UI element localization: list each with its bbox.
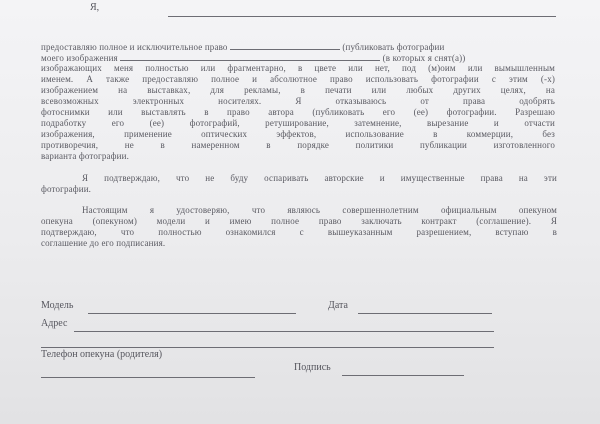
guardian-phone-label: Телефон опекуна (родителя) <box>41 349 163 360</box>
image-text: моего изображения <box>41 53 118 63</box>
intro-letter: Я, <box>90 2 100 13</box>
paragraph-1-line: варианта фотографии. <box>41 151 129 161</box>
paragraph-1-line: фотоснимки или выставлять в право автора (публиковать его (ее) фотографии. Разрешаю <box>41 107 555 117</box>
paragraph-1-line: изображающих меня полностью или фрагментарно, в цвете или нет, под (м)оим или вымышленным <box>41 63 555 73</box>
paragraph-1-line: изображением на выставках, для рекламы, в печати или любых других целях, на <box>41 85 555 95</box>
paragraph-2-line: Я подтверждаю, что не буду оспаривать авторские и имущественные права на эти <box>82 173 557 183</box>
address-label: Адрес <box>41 318 68 329</box>
paragraph-3-line: Настоящим я удостоверяю, что являюсь совершеннолетним официальным опекуном <box>82 205 557 215</box>
date-label: Дата <box>328 300 348 311</box>
paragraph-1-line: противоречия, не в намеренном в порядке политики публикации изготовленного <box>41 140 555 150</box>
paragraph-1-line: всевозможных электронных носителях. Я отказываюсь от права одобрять <box>41 96 555 106</box>
signature-label: Подпись <box>294 362 331 373</box>
paragraph-3-line: соглашение до его подписания. <box>41 238 166 248</box>
subject-blank <box>120 52 380 61</box>
guardian-phone-field[interactable] <box>41 366 255 378</box>
paragraph-1-line: именем. А также предоставляю полное и абсолютное право использовать фотографии с этим (-х) <box>41 74 555 84</box>
name-blank-line <box>168 16 556 17</box>
photographed-text: (в которых я снят(а)) <box>382 53 466 63</box>
address-field-second-line[interactable] <box>41 336 494 348</box>
model-field[interactable] <box>88 302 296 314</box>
signature-field[interactable] <box>342 364 464 376</box>
paragraph-2-line: фотографии. <box>41 184 92 194</box>
date-field[interactable] <box>358 302 492 314</box>
grantee-blank <box>230 41 340 50</box>
paragraph-3-line: опекуна (опекуном) модели и имею полное право заключать контракт (соглашение). Я <box>41 216 557 226</box>
publish-text: (публиковать фотографии <box>342 42 445 52</box>
address-field[interactable] <box>74 320 494 332</box>
model-label: Модель <box>41 300 74 311</box>
grant-text: предоставляю полное и исключительное право <box>41 42 228 52</box>
paragraph-1-line: изображения, применение оптических эффектов, использование в коммерции, без <box>41 129 555 139</box>
paragraph-1-line: подработку его (ее) фотографий, ретуширование, затемнение, вырезание и отчасти <box>41 118 555 128</box>
paragraph-3-line: подтверждаю, что полностью ознакомился с вышеуказанным разрешением, вступаю в <box>41 227 557 237</box>
